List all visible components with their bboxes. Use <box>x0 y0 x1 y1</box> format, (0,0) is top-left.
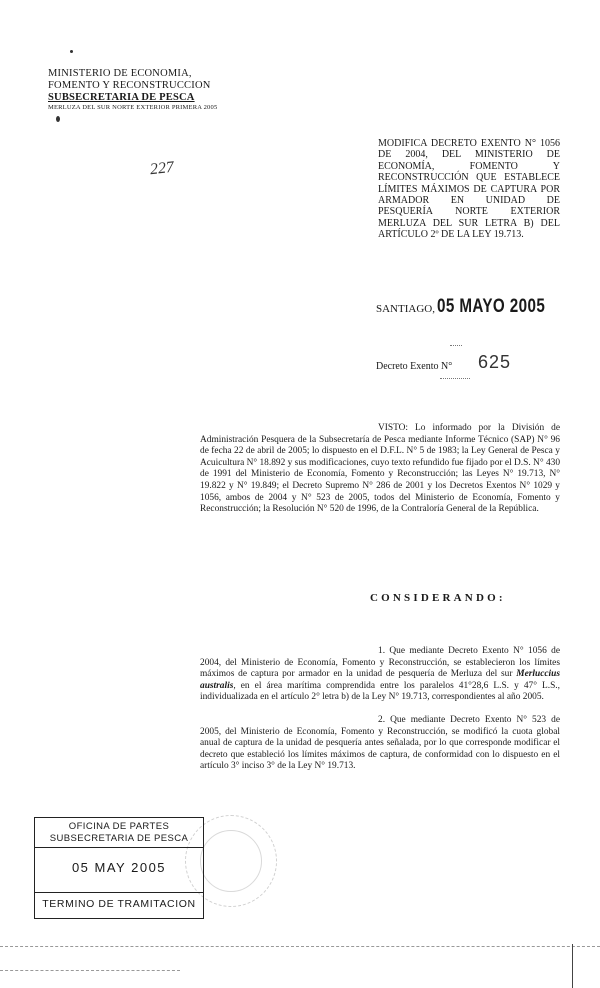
stamp-status: TERMINO DE TRAMITACION <box>42 898 196 910</box>
species-name: Merluccius australis <box>200 669 560 691</box>
stamp-date: 05 MAY 2005 <box>71 860 167 875</box>
reception-stamp <box>34 817 204 919</box>
stamp-department: SUBSECRETARIA DE PESCA <box>49 833 189 844</box>
letterhead-subsecretaria: SUBSECRETARIA DE PESCA <box>48 92 195 103</box>
scan-speck <box>56 116 60 122</box>
stamp-divider <box>35 892 203 893</box>
letterhead-reference: MERLUZA DEL SUR NORTE EXTERIOR PRIMERA 2005 <box>48 104 218 111</box>
considerando-item-2 <box>200 715 560 773</box>
visto-text: VISTO: Lo informado por la División de Administración Pesquera de la Subsecretaría de Pesca mediante Informe Técnico (SAP) N° 96 de fecha 22 de abril de 2005; lo dispuesto en el D.F.L. N° 5 de 1983; la Ley General de Pesca y Acuicultura N° 18.892 y sus modificaciones, cuyo texto refundido fue fijado por el D.S. N° 430 de 1991 del Ministerio de Economía, Fomento y Reconstrucción; las Leyes N° 19.713, N° 19.822 y N° 19.849; el Decreto Supremo N° 286 de 2001 y los Decretos Exentos N° 1029 y 1056, ambos de 2004 y N° 523 de 2005, todos del Ministerio de Economía, Fomento y Reconstrucción; la Resolución N° 520 de 1996, de la Contraloría General de la República. <box>200 423 560 515</box>
place-label: SANTIAGO, <box>376 303 435 315</box>
considerando-1-text-end: , en el área marítima comprendida entre los paralelos 41°28,6 L.S. y 47° L.S., individualizada en el artículo 2° letra b) de la Ley N° 19.713, correspondientes al año 2005. <box>200 680 560 703</box>
dotted-underline <box>440 378 470 379</box>
scan-artifact-line <box>0 946 600 947</box>
letterhead-ministry-continued: FOMENTO Y RECONSTRUCCION <box>48 80 211 91</box>
considerando-1-text: 1. Que mediante Decreto Exento N° 1056 de 2004, del Ministerio de Economía, Fomento y Reconstrucción, se establecieron los límites máximos de captura por armador en la unidad de pesquería de Merluza del sur <box>200 646 560 680</box>
handwritten-number: 227 <box>149 158 175 179</box>
scan-speck <box>70 50 73 53</box>
visto-paragraph <box>200 423 560 516</box>
considerando-item-1 <box>200 646 560 704</box>
dotted-mark <box>450 345 462 346</box>
decree-subject: MODIFICA DECRETO EXENTO N° 1056 DE 2004, DEL MINISTERIO DE ECONOMÍA, FOMENTO Y RECONSTRUCCIÓN QUE ESTABLECE LÍMITES MÁXIMOS DE CAPTURA POR ARMADOR EN UNIDAD DE PESQUERÍA NORTE EXTERIOR MERLUZA DEL SUR LETRA B) DEL ARTÍCULO 2º DE LA LEY 19.713. <box>378 138 560 241</box>
stamp-office: OFICINA DE PARTES <box>68 821 170 832</box>
stamp-divider <box>35 847 203 848</box>
letterhead-ministry: MINISTERIO DE ECONOMIA, <box>48 68 192 79</box>
scan-artifact-line <box>0 970 180 971</box>
decree-number: 625 <box>478 352 512 372</box>
considerando-heading: CONSIDERANDO: <box>370 592 506 604</box>
faded-seal-inner <box>200 830 262 892</box>
decree-label: Decreto Exento N° <box>376 361 453 372</box>
considerando-2-text: 2. Que mediante Decreto Exento N° 523 de 2005, del Ministerio de Economía, Fomento y Reconstrucción, se modificó la cuota global anual de captura de la unidad de pesquería antes señalada, por lo que corresponde modificar el decreto que estableció los límites máximos de captura, de conformidad con lo dispuesto en el artículo 3° inciso 3° de la Ley N° 19.713. <box>200 715 560 772</box>
date-stamp: 05 MAYO 2005 <box>437 296 546 317</box>
page-edge-mark <box>572 944 573 988</box>
